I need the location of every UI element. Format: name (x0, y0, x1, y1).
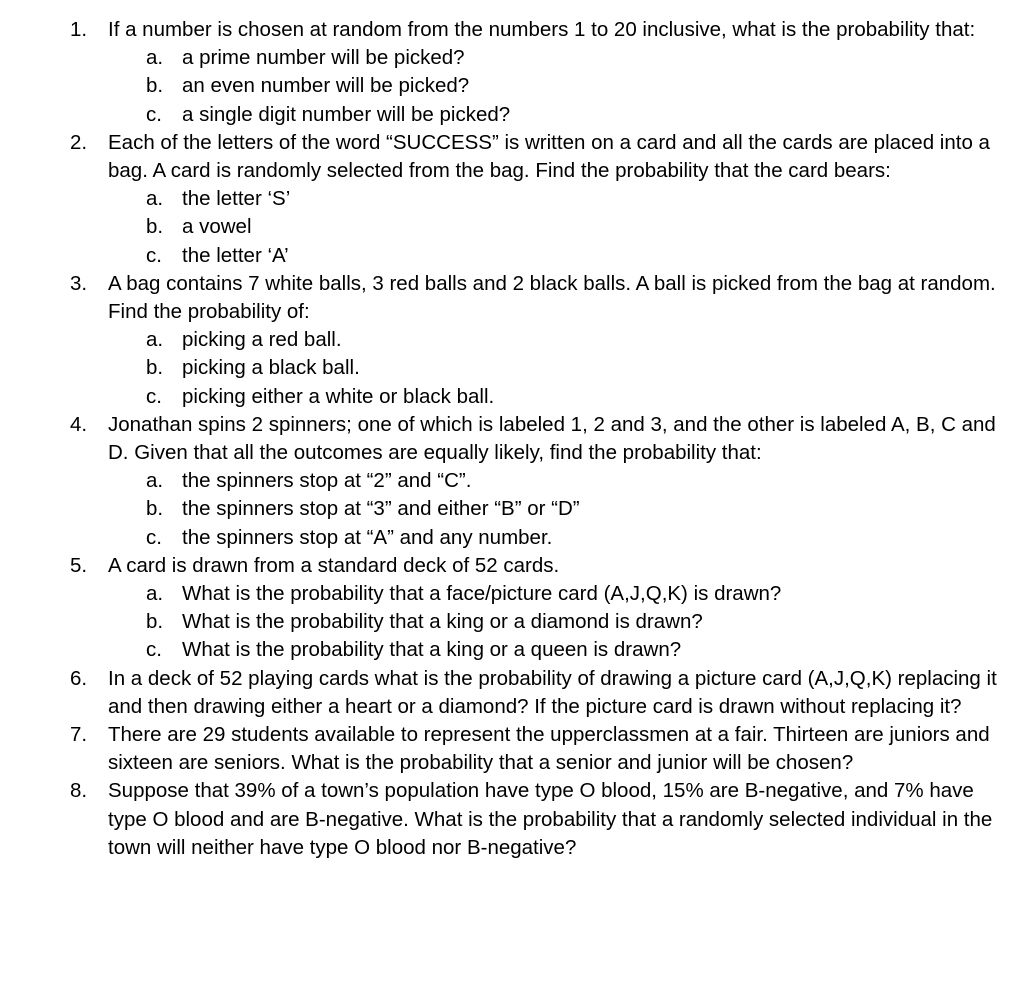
sub-question-letter: b. (146, 74, 164, 98)
sub-question-letter: b. (146, 215, 164, 239)
sub-question (108, 580, 1005, 608)
sub-question-letter: b. (146, 356, 164, 380)
question-text: Suppose that 39% of a town’s population have type O blood, 15% are B-negative, and 7% have type O blood and are B-negative. What is the probability that a randomly selected individual in the town will neither have type O blood nor B-negative? (108, 779, 993, 859)
sub-question-text: picking either a white or black ball. (182, 384, 495, 408)
sub-question-letter: a. (146, 582, 164, 606)
sub-question (108, 608, 1005, 636)
sub-question-letter: b. (146, 497, 164, 521)
question-6 (70, 665, 1005, 721)
sub-question-list (108, 580, 1005, 665)
sub-question-text: an even number will be picked? (182, 74, 470, 98)
sub-question-text: a prime number will be picked? (182, 46, 465, 70)
sub-question (108, 636, 1005, 664)
question-text: Each of the letters of the word “SUCCESS” is written on a card and all the cards are placed into a bag. A card is randomly selected from the bag. Find the probability that the card bears: (108, 130, 990, 183)
sub-question-letter: c. (146, 243, 162, 267)
question-text: A card is drawn from a standard deck of 52 cards. (108, 553, 560, 577)
sub-question-list (108, 185, 1005, 270)
sub-question-list (108, 467, 1005, 552)
sub-question-letter: a. (146, 187, 164, 211)
question-number: 8. (70, 779, 88, 803)
sub-question-letter: a. (146, 469, 164, 493)
question-number: 6. (70, 666, 88, 690)
sub-question-text: What is the probability that a king or a queen is drawn? (182, 638, 682, 662)
question-7 (70, 721, 1005, 777)
sub-question-letter: b. (146, 610, 164, 634)
sub-question-text: a single digit number will be picked? (182, 102, 511, 126)
sub-question-text: a vowel (182, 215, 252, 239)
sub-question (108, 101, 1005, 129)
question-3 (70, 270, 1005, 411)
question-number: 3. (70, 271, 88, 295)
question-text: In a deck of 52 playing cards what is the probability of drawing a picture card (A,J,Q,K) replacing it and then drawing either a heart or a diamond? If the picture card is drawn without replacing it? (108, 666, 997, 718)
sub-question-letter: c. (146, 638, 162, 662)
question-text: Jonathan spins 2 spinners; one of which is labeled 1, 2 and 3, and the other is labeled A, B, C and D. Given that all the outcomes are equally likely, find the probability that: (108, 412, 996, 465)
question-number: 2. (70, 130, 88, 154)
sub-question-list (108, 326, 1005, 411)
question-text: A bag contains 7 white balls, 3 red balls and 2 black balls. A ball is picked from the bag at random. Find the probability of: (108, 271, 996, 324)
sub-question-letter: a. (146, 328, 164, 352)
sub-question (108, 242, 1005, 270)
sub-question (108, 354, 1005, 382)
sub-question (108, 44, 1005, 72)
sub-question-text: the spinners stop at “3” and either “B” or “D” (182, 497, 580, 521)
sub-question-text: picking a red ball. (182, 328, 342, 352)
sub-question-text: picking a black ball. (182, 356, 360, 380)
sub-question-letter: c. (146, 384, 162, 408)
sub-question (108, 524, 1005, 552)
sub-question-list (108, 44, 1005, 129)
sub-question-letter: a. (146, 46, 164, 70)
sub-question (108, 326, 1005, 354)
question-text: If a number is chosen at random from the numbers 1 to 20 inclusive, what is the probability that: (108, 18, 976, 41)
question-5 (70, 552, 1005, 665)
sub-question (108, 72, 1005, 100)
sub-question (108, 185, 1005, 213)
sub-question (108, 467, 1005, 495)
sub-question-text: the spinners stop at “2” and “C”. (182, 469, 472, 493)
sub-question-text: the letter ‘A’ (182, 243, 289, 267)
sub-question-letter: c. (146, 525, 162, 549)
question-2 (70, 129, 1005, 270)
question-number: 1. (70, 18, 88, 41)
sub-question-text: the spinners stop at “A” and any number. (182, 525, 553, 549)
sub-question-text: the letter ‘S’ (182, 187, 291, 211)
question-number: 7. (70, 723, 88, 747)
question-number: 5. (70, 553, 88, 577)
question-4 (70, 411, 1005, 552)
question-8 (70, 777, 1005, 862)
sub-question-text: What is the probability that a king or a diamond is drawn? (182, 610, 703, 634)
sub-question-text: What is the probability that a face/picture card (A,J,Q,K) is drawn? (182, 582, 782, 606)
sub-question-letter: c. (146, 102, 162, 126)
sub-question (108, 383, 1005, 411)
question-text: There are 29 students available to represent the upperclassmen at a fair. Thirteen are juniors and sixteen are seniors. What is the probability that a senior and junior will be chosen? (108, 723, 990, 775)
question-number: 4. (70, 412, 88, 436)
sub-question (108, 213, 1005, 241)
question-1 (70, 16, 1005, 129)
sub-question (108, 495, 1005, 523)
